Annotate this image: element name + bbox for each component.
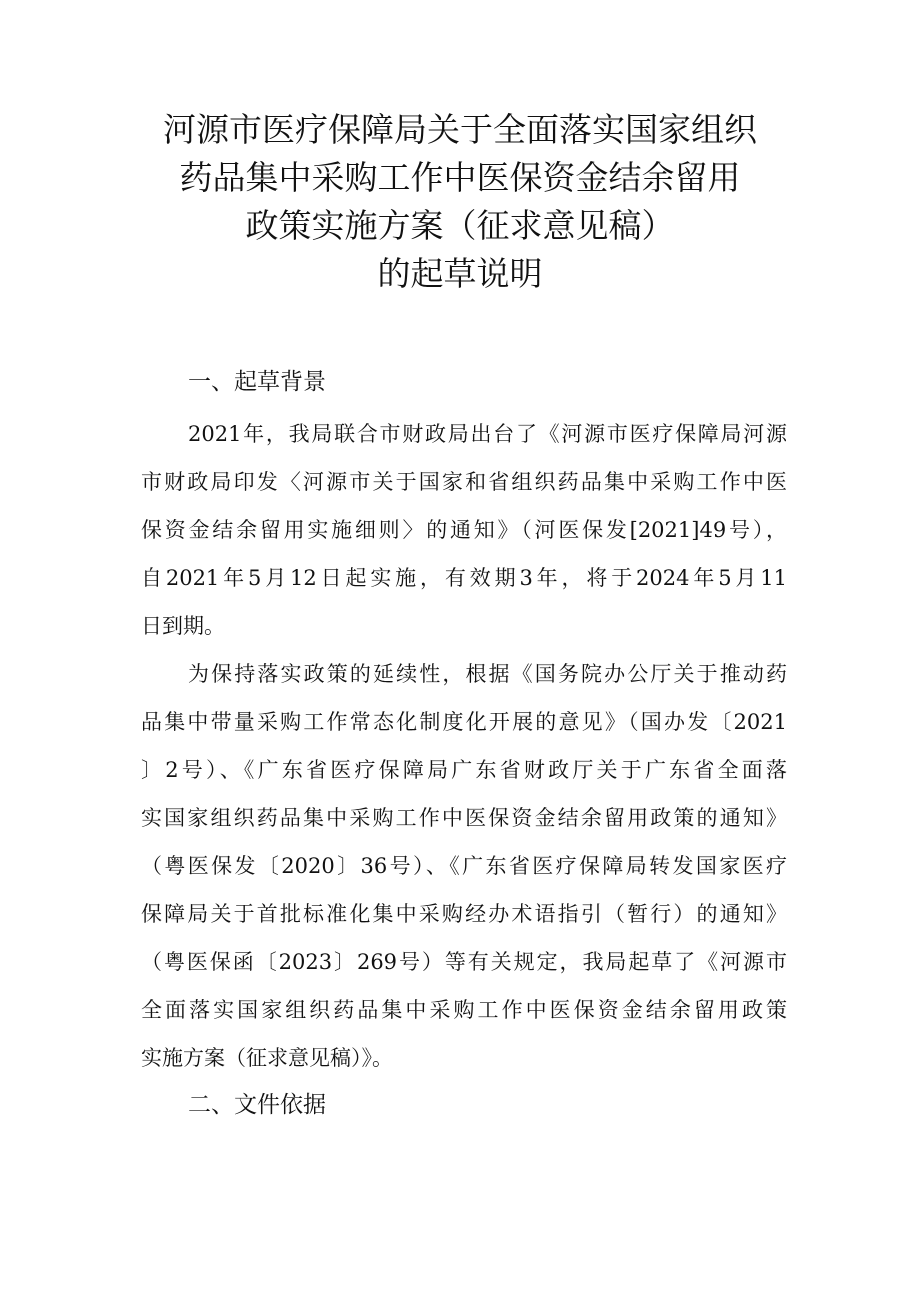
paragraph-line: 实施方案（征求意见稿）》。 [141,1046,393,1070]
document-title-line-3: 政策实施方案（征求意见稿） [245,206,675,245]
paragraph-line: 保障局关于首批标准化集中采购经办术语指引（暂行）的通知》 [141,902,787,926]
paragraph-line: （粤医保发〔2020〕36号）、《广东省医疗保障局转发国家医疗 [141,854,787,878]
document-title-line-1: 河源市医疗保障局关于全面落实国家组织 [163,110,757,149]
document-title-line-2: 药品集中采购工作中医保资金结余留用 [179,158,741,197]
section-heading-basis: 二、文件依据 [188,1092,326,1118]
paragraph-line: 〕2号）、《广东省医疗保障局广东省财政厅关于广东省全面落 [141,758,787,782]
paragraph-line: 自2021年5月12日起实施，有效期3年，将于2024年5月11 [141,566,787,590]
paragraph-line: 2021年，我局联合市财政局出台了《河源市医疗保障局河源 [188,422,787,446]
section-heading-background: 一、起草背景 [188,369,326,395]
paragraph-line: （粤医保函〔2023〕269号）等有关规定，我局起草了《河源市 [141,950,787,974]
paragraph-line: 日到期。 [141,614,225,638]
paragraph-line: 实国家组织药品集中采购工作中医保资金结余留用政策的通知》 [141,806,787,830]
paragraph-line: 为保持落实政策的延续性，根据《国务院办公厅关于推动药 [188,662,787,686]
document-title-line-4: 的起草说明 [377,254,543,293]
paragraph-line: 品集中带量采购工作常态化制度化开展的意见》（国办发〔2021 [141,710,787,734]
paragraph-line: 保资金结余留用实施细则〉的通知》（河医保发[2021]49号）， [141,518,787,542]
paragraph-line: 市财政局印发〈河源市关于国家和省组织药品集中采购工作中医 [141,470,787,494]
paragraph-line: 全面落实国家组织药品集中采购工作中医保资金结余留用政策 [141,998,787,1022]
